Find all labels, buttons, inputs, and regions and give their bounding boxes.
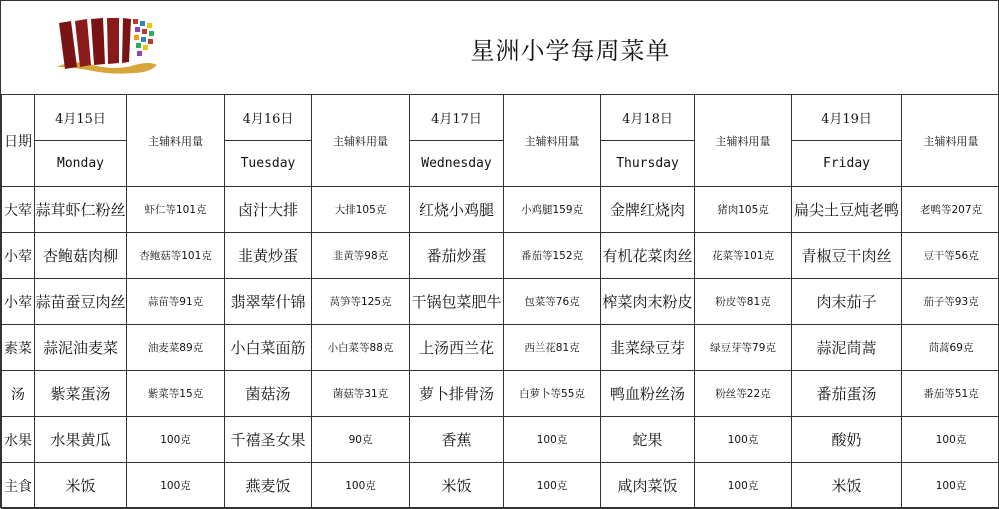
- dish-cell: 金牌红烧肉: [601, 187, 695, 233]
- quantity-cell: 100克: [312, 463, 410, 509]
- dish-cell: 卤汁大排: [225, 187, 312, 233]
- menu-row: [2, 417, 999, 463]
- quantity-cell: 豆干等56克: [902, 233, 999, 279]
- dish-cell: 咸肉菜饭: [601, 463, 695, 509]
- quantity-cell: 老鸭等207克: [902, 187, 999, 233]
- dish-cell: 翡翠荤什锦: [225, 279, 312, 325]
- dish-cell: 燕麦饭: [225, 463, 312, 509]
- menu-table-body: [2, 95, 999, 509]
- quantity-cell: 100克: [504, 417, 601, 463]
- quantity-cell: 番茄等51克: [902, 371, 999, 417]
- dish-cell: 米饭: [410, 463, 504, 509]
- dish-cell: 蒜茸虾仁粉丝: [35, 187, 127, 233]
- menu-row: [2, 187, 999, 233]
- day-date: 4月17日: [410, 95, 504, 141]
- qty-column-header: 主辅料用量: [127, 95, 225, 187]
- quantity-cell: 紫菜等15克: [127, 371, 225, 417]
- row-label: 水果: [2, 417, 35, 463]
- quantity-cell: 粉丝等22克: [695, 371, 792, 417]
- dish-cell: 蒜泥茼蒿: [792, 325, 902, 371]
- day-date: 4月19日: [792, 95, 902, 141]
- dish-cell: 小白菜面筋: [225, 325, 312, 371]
- quantity-cell: 白萝卜等55克: [504, 371, 601, 417]
- quantity-cell: 小白菜等88克: [312, 325, 410, 371]
- date-row: [2, 95, 999, 141]
- dish-cell: 香蕉: [410, 417, 504, 463]
- quantity-cell: 杏鲍菇等101克: [127, 233, 225, 279]
- dish-cell: 韭黄炒蛋: [225, 233, 312, 279]
- menu-table: [1, 94, 999, 509]
- dish-cell: 蒜泥油麦菜: [35, 325, 127, 371]
- day-weekday: Friday: [792, 141, 902, 187]
- row-label: 小荤: [2, 279, 35, 325]
- row-label: 小荤: [2, 233, 35, 279]
- day-weekday: Thursday: [601, 141, 695, 187]
- dish-cell: 韭菜绿豆芽: [601, 325, 695, 371]
- quantity-cell: 猪肉105克: [695, 187, 792, 233]
- dish-cell: 上汤西兰花: [410, 325, 504, 371]
- quantity-cell: 100克: [695, 463, 792, 509]
- menu-row: [2, 463, 999, 509]
- quantity-cell: 茼蒿69克: [902, 325, 999, 371]
- dish-cell: 番茄炒蛋: [410, 233, 504, 279]
- menu-row: [2, 233, 999, 279]
- row-label-date: 日期: [2, 95, 35, 187]
- quantity-cell: 韭黄等98克: [312, 233, 410, 279]
- row-label: 主食: [2, 463, 35, 509]
- menu-row: [2, 325, 999, 371]
- quantity-cell: 花菜等101克: [695, 233, 792, 279]
- row-label: 素菜: [2, 325, 35, 371]
- quantity-cell: 100克: [127, 417, 225, 463]
- page-header: [1, 1, 999, 94]
- dish-cell: 米饭: [792, 463, 902, 509]
- dish-cell: 榨菜肉末粉皮: [601, 279, 695, 325]
- dish-cell: 有机花菜肉丝: [601, 233, 695, 279]
- quantity-cell: 大排105克: [312, 187, 410, 233]
- quantity-cell: 莴笋等125克: [312, 279, 410, 325]
- dish-cell: 干锅包菜肥牛: [410, 279, 504, 325]
- dish-cell: 水果黄瓜: [35, 417, 127, 463]
- dish-cell: 扁尖土豆炖老鸭: [792, 187, 902, 233]
- quantity-cell: 100克: [127, 463, 225, 509]
- quantity-cell: 90克: [312, 417, 410, 463]
- day-date: 4月16日: [225, 95, 312, 141]
- menu-row: [2, 279, 999, 325]
- qty-column-header: 主辅料用量: [312, 95, 410, 187]
- dish-cell: 蛇果: [601, 417, 695, 463]
- day-weekday: Monday: [35, 141, 127, 187]
- dish-cell: 番茄蛋汤: [792, 371, 902, 417]
- dish-cell: 蒜苗蚕豆肉丝: [35, 279, 127, 325]
- quantity-cell: 100克: [902, 417, 999, 463]
- dish-cell: 杏鲍菇肉柳: [35, 233, 127, 279]
- qty-column-header: 主辅料用量: [902, 95, 999, 187]
- dish-cell: 红烧小鸡腿: [410, 187, 504, 233]
- dish-cell: 米饭: [35, 463, 127, 509]
- quantity-cell: 油麦菜89克: [127, 325, 225, 371]
- menu-row: [2, 371, 999, 417]
- qty-column-header: 主辅料用量: [504, 95, 601, 187]
- page-title: 星洲小学每周菜单: [1, 31, 999, 66]
- quantity-cell: 100克: [504, 463, 601, 509]
- dish-cell: 鸭血粉丝汤: [601, 371, 695, 417]
- day-weekday: Wednesday: [410, 141, 504, 187]
- quantity-cell: 番茄等152克: [504, 233, 601, 279]
- quantity-cell: 茄子等93克: [902, 279, 999, 325]
- dish-cell: 千禧圣女果: [225, 417, 312, 463]
- quantity-cell: 虾仁等101克: [127, 187, 225, 233]
- row-label: 汤: [2, 371, 35, 417]
- dish-cell: 萝卜排骨汤: [410, 371, 504, 417]
- quantity-cell: 包菜等76克: [504, 279, 601, 325]
- quantity-cell: 绿豆芽等79克: [695, 325, 792, 371]
- day-weekday: Tuesday: [225, 141, 312, 187]
- quantity-cell: 粉皮等81克: [695, 279, 792, 325]
- quantity-cell: 100克: [902, 463, 999, 509]
- day-date: 4月18日: [601, 95, 695, 141]
- quantity-cell: 小鸡腿159克: [504, 187, 601, 233]
- qty-column-header: 主辅料用量: [695, 95, 792, 187]
- quantity-cell: 菌菇等31克: [312, 371, 410, 417]
- dish-cell: 酸奶: [792, 417, 902, 463]
- dish-cell: 紫菜蛋汤: [35, 371, 127, 417]
- dish-cell: 肉末茄子: [792, 279, 902, 325]
- quantity-cell: 100克: [695, 417, 792, 463]
- quantity-cell: 蒜苗等91克: [127, 279, 225, 325]
- dish-cell: 青椒豆干肉丝: [792, 233, 902, 279]
- dish-cell: 菌菇汤: [225, 371, 312, 417]
- row-label: 大荤: [2, 187, 35, 233]
- day-date: 4月15日: [35, 95, 127, 141]
- quantity-cell: 西兰花81克: [504, 325, 601, 371]
